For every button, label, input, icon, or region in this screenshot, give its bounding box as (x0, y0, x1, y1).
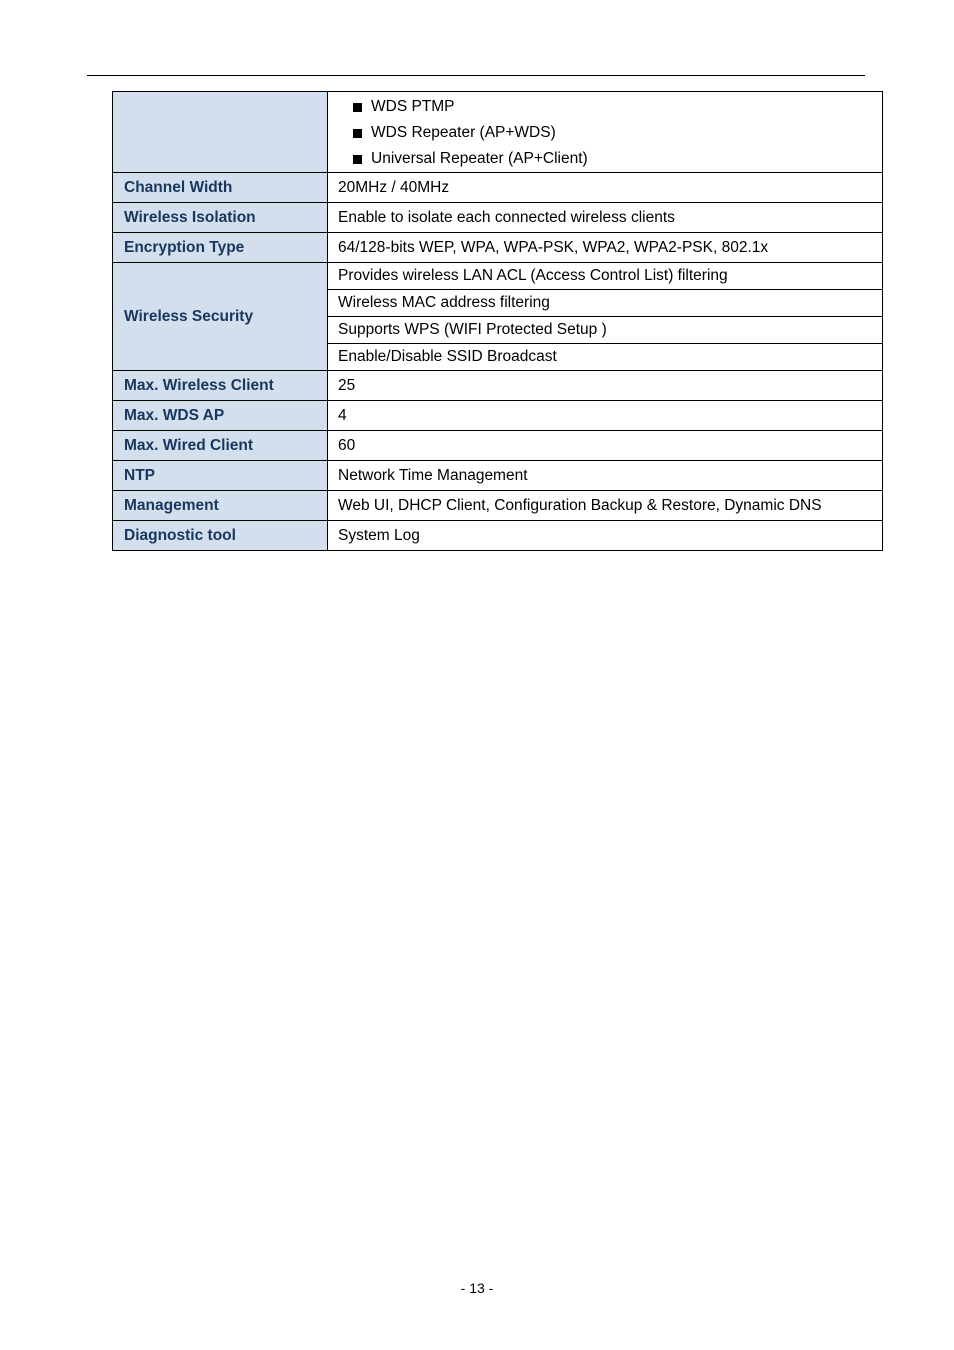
table-row-operation-modes (113, 92, 883, 173)
mode-list-item-text: WDS PTMP (371, 98, 455, 115)
square-bullet-icon (353, 103, 362, 112)
table-row-encryption-type (113, 233, 883, 263)
mode-list-item (353, 120, 882, 146)
table-row-wireless-security (113, 263, 883, 290)
table-row-wireless-isolation (113, 203, 883, 233)
page-number: - 13 - (460, 1280, 494, 1296)
row-value-encryption-type: 64/128-bits WEP, WPA, WPA-PSK, WPA2, WPA2-PSK, 802.1x (328, 233, 883, 263)
table-row-max-wds-ap (113, 401, 883, 431)
row-value-max-wds-ap: 4 (328, 401, 883, 431)
row-value-max-wireless-client: 25 (328, 371, 883, 401)
spec-table (112, 91, 883, 551)
row-value-wireless-security: Supports WPS (WIFI Protected Setup ) (328, 317, 883, 344)
row-label-wireless-isolation: Wireless Isolation (113, 203, 328, 233)
row-value-diagnostic-tool: System Log (328, 521, 883, 551)
table-row-ntp (113, 461, 883, 491)
row-value-wireless-security: Provides wireless LAN ACL (Access Control List) filtering (328, 263, 883, 290)
table-row-max-wireless-client (113, 371, 883, 401)
header-rule (87, 75, 865, 76)
row-value-wireless-isolation: Enable to isolate each connected wireless clients (328, 203, 883, 233)
mode-list-item (353, 146, 882, 172)
table-row-management (113, 491, 883, 521)
table-row-channel-width (113, 173, 883, 203)
row-label-max-wds-ap: Max. WDS AP (113, 401, 328, 431)
row-value-channel-width: 20MHz / 40MHz (328, 173, 883, 203)
square-bullet-icon (353, 155, 362, 164)
table-row-diagnostic-tool (113, 521, 883, 551)
mode-list (338, 94, 882, 172)
row-label-max-wired-client: Max. Wired Client (113, 431, 328, 461)
row-label-max-wireless-client: Max. Wireless Client (113, 371, 328, 401)
mode-list-item-text: WDS Repeater (AP+WDS) (371, 124, 556, 141)
square-bullet-icon (353, 129, 362, 138)
row-label-empty (113, 92, 328, 173)
row-label-channel-width: Channel Width (113, 173, 328, 203)
row-label-encryption-type: Encryption Type (113, 233, 328, 263)
row-label-management: Management (113, 491, 328, 521)
row-value-modes (328, 92, 883, 173)
table-row-max-wired-client (113, 431, 883, 461)
row-label-wireless-security: Wireless Security (113, 263, 328, 371)
row-value-wireless-security: Wireless MAC address filtering (328, 290, 883, 317)
row-value-management: Web UI, DHCP Client, Configuration Backup & Restore, Dynamic DNS (328, 491, 883, 521)
row-value-max-wired-client: 60 (328, 431, 883, 461)
mode-list-item (353, 94, 882, 120)
row-value-ntp: Network Time Management (328, 461, 883, 491)
row-value-wireless-security: Enable/Disable SSID Broadcast (328, 344, 883, 371)
row-label-diagnostic-tool: Diagnostic tool (113, 521, 328, 551)
mode-list-item-text: Universal Repeater (AP+Client) (371, 150, 588, 167)
row-label-ntp: NTP (113, 461, 328, 491)
